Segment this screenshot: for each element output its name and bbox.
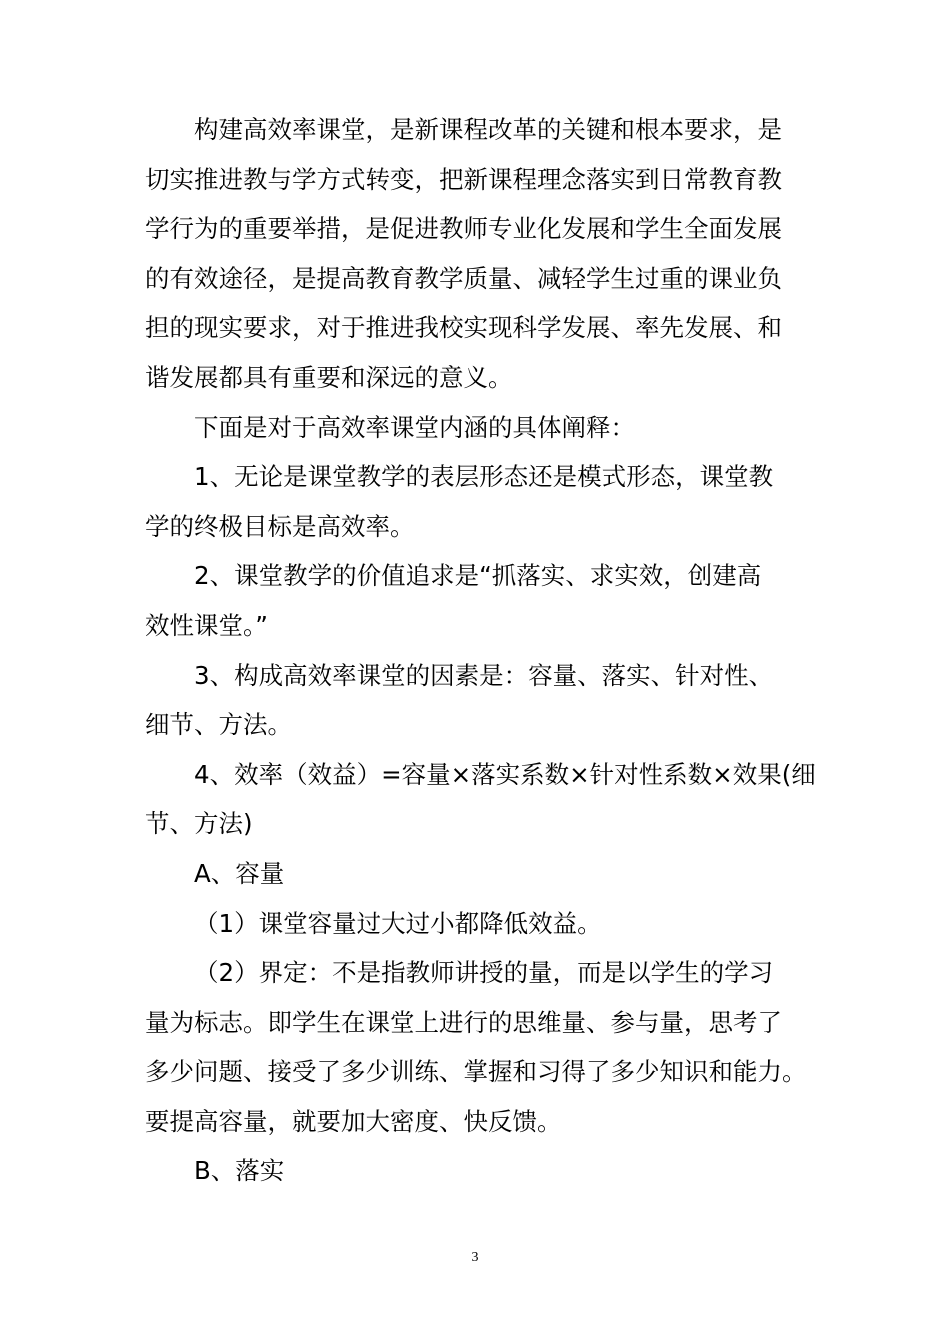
text-line: B、落实 bbox=[194, 1156, 285, 1186]
text-line: （1）课堂容量过大过小都降低效益。 bbox=[194, 908, 602, 938]
text-line: （2）界定：不是指教师讲授的量，而是以学生的学习 bbox=[194, 958, 774, 988]
text-line: 构建高效率课堂，是新课程改革的关键和根本要求，是 bbox=[194, 115, 782, 144]
text-line: 担的现实要求，对于推进我校实现科学发展、率先发展、和 bbox=[145, 313, 782, 343]
text-line: 1、无论是课堂教学的表层形态还是模式形态，课堂教 bbox=[194, 462, 774, 492]
text-line: 量为标志。即学生在课堂上进行的思维量、参与量，思考了 bbox=[145, 1007, 782, 1037]
text-line: 谐发展都具有重要和深远的意义。 bbox=[145, 362, 513, 392]
text-line: A、容量 bbox=[194, 858, 285, 888]
text-line: 3、构成高效率课堂的因素是：容量、落实、针对性、 bbox=[194, 660, 774, 690]
text-line: 节、方法) bbox=[145, 809, 253, 839]
text-line: 下面是对于高效率课堂内涵的具体阐释： bbox=[194, 412, 635, 442]
body-text bbox=[145, 105, 815, 1196]
text-line: 的有效途径，是提高教育教学质量、减轻学生过重的课业负 bbox=[145, 263, 782, 293]
text-line: 要提高容量，就要加大密度、快反馈。 bbox=[145, 1106, 562, 1136]
text-line: 效性课堂。” bbox=[145, 610, 268, 640]
text-line: 学行为的重要举措，是促进教师专业化发展和学生全面发展 bbox=[145, 214, 782, 244]
text-line: 细节、方法。 bbox=[145, 710, 292, 740]
text-line: 4、效率（效益）=容量×落实系数×针对性系数×效果(细 bbox=[194, 759, 816, 789]
text-line: 2、课堂教学的价值追求是“抓落实、求实效，创建高 bbox=[194, 561, 762, 591]
text-line: 切实推进教与学方式转变，把新课程理念落实到日常教育教 bbox=[145, 164, 782, 194]
page-number: 3 bbox=[471, 1250, 479, 1265]
text-line: 多少问题、接受了多少训练、掌握和习得了多少知识和能力。 bbox=[145, 1057, 807, 1087]
text-line: 学的终极目标是高效率。 bbox=[145, 511, 415, 541]
